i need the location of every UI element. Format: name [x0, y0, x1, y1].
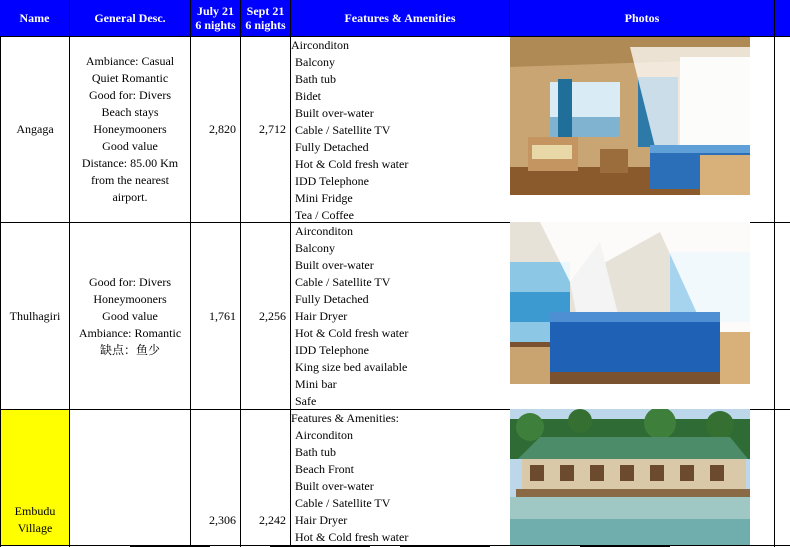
price-sept: 2,712 [259, 122, 286, 136]
desc-line: 缺点：鱼少 [99, 342, 160, 357]
price-july: 2,306 [209, 512, 236, 527]
feature-item: Airconditon [291, 38, 349, 52]
header-sept-date: Sept 21 [246, 4, 285, 18]
desc-line: airport. [112, 190, 148, 204]
photo-angaga-room [510, 37, 750, 195]
feature-item: Cable / Satellite TV [295, 496, 391, 510]
features-list [291, 223, 510, 409]
header-features: Features & Amenities [291, 0, 510, 36]
feature-item: Bidet [295, 89, 321, 103]
desc-line: Good value [102, 308, 158, 323]
row-description [70, 410, 190, 545]
header-july-nights: 6 nights [195, 18, 236, 32]
resort-name-line1: Embudu [14, 504, 56, 518]
row-name-highlighted [1, 410, 69, 545]
price-sept: 2,256 [259, 308, 286, 323]
feature-item: Built over-water [295, 258, 374, 272]
resort-name: Angaga [16, 122, 54, 136]
feature-item: Cable / Satellite TV [295, 275, 391, 289]
feature-item: Fully Detached [295, 292, 369, 306]
feature-item: Mini bar [295, 377, 337, 391]
feature-item: Balcony [295, 55, 335, 69]
photo-thulhagiri-room [510, 222, 750, 384]
feature-item: Bath tub [295, 445, 336, 459]
features-heading: Features & Amenities: [291, 411, 399, 425]
desc-line: Ambiance: Romantic [78, 325, 182, 340]
feature-item: King size bed available [295, 360, 408, 374]
desc-line: from the nearest [91, 173, 169, 187]
desc-line: Ambiance: Casual [85, 54, 175, 68]
feature-item: Beach Front [295, 462, 354, 476]
header-extra [775, 0, 790, 36]
header-july-date: July 21 [196, 4, 234, 18]
features-list [291, 37, 510, 222]
desc-line: Distance: 85.00 Km [81, 156, 179, 170]
feature-item: Fully Detached [295, 140, 369, 154]
feature-item: Airconditon [295, 428, 353, 442]
feature-item: Hot & Cold fresh water [295, 530, 409, 544]
desc-line: Beach stays [101, 105, 159, 119]
feature-item: Hot & Cold fresh water [295, 157, 409, 171]
feature-item: Bath tub [295, 72, 336, 86]
photo-embudu-bungalows [510, 409, 750, 545]
feature-item: Airconditon [295, 224, 353, 238]
resort-name-line2: Village [17, 521, 53, 535]
header-july [191, 0, 241, 36]
feature-item: Cable / Satellite TV [295, 123, 391, 137]
resort-name: Thulhagiri [9, 308, 61, 323]
price-july: 2,820 [209, 122, 236, 136]
header-sept [241, 0, 291, 36]
feature-item: Balcony [295, 241, 335, 255]
feature-item: IDD Telephone [295, 343, 369, 357]
header-photos: Photos [510, 0, 775, 36]
feature-item: Hair Dryer [295, 513, 348, 527]
feature-item: Mini Fridge [295, 191, 353, 205]
row-name [1, 37, 69, 222]
row-description [70, 37, 190, 222]
feature-item: Hair Dryer [295, 309, 348, 323]
desc-line: Honeymooners [93, 122, 167, 136]
desc-line: Good value [102, 139, 158, 153]
header-sept-nights: 6 nights [245, 18, 286, 32]
feature-item: Tea / Coffee [295, 208, 354, 222]
desc-line: Good for: Divers [89, 274, 171, 289]
row-name [1, 223, 69, 409]
feature-item: Built over-water [295, 479, 374, 493]
feature-item: Hot & Cold fresh water [295, 326, 409, 340]
feature-item: Safe [295, 394, 317, 408]
feature-item: Built over-water [295, 106, 374, 120]
desc-line: Honeymooners [93, 291, 167, 306]
header-name: Name [0, 0, 70, 36]
price-sept: 2,242 [259, 512, 286, 527]
feature-item: IDD Telephone [295, 174, 369, 188]
price-july: 1,761 [209, 308, 236, 323]
desc-line: Quiet Romantic [91, 71, 169, 85]
features-list [291, 410, 510, 545]
header-general-desc: General Desc. [70, 0, 191, 36]
desc-line: Good for: Divers [89, 88, 171, 102]
row-description [70, 223, 190, 409]
